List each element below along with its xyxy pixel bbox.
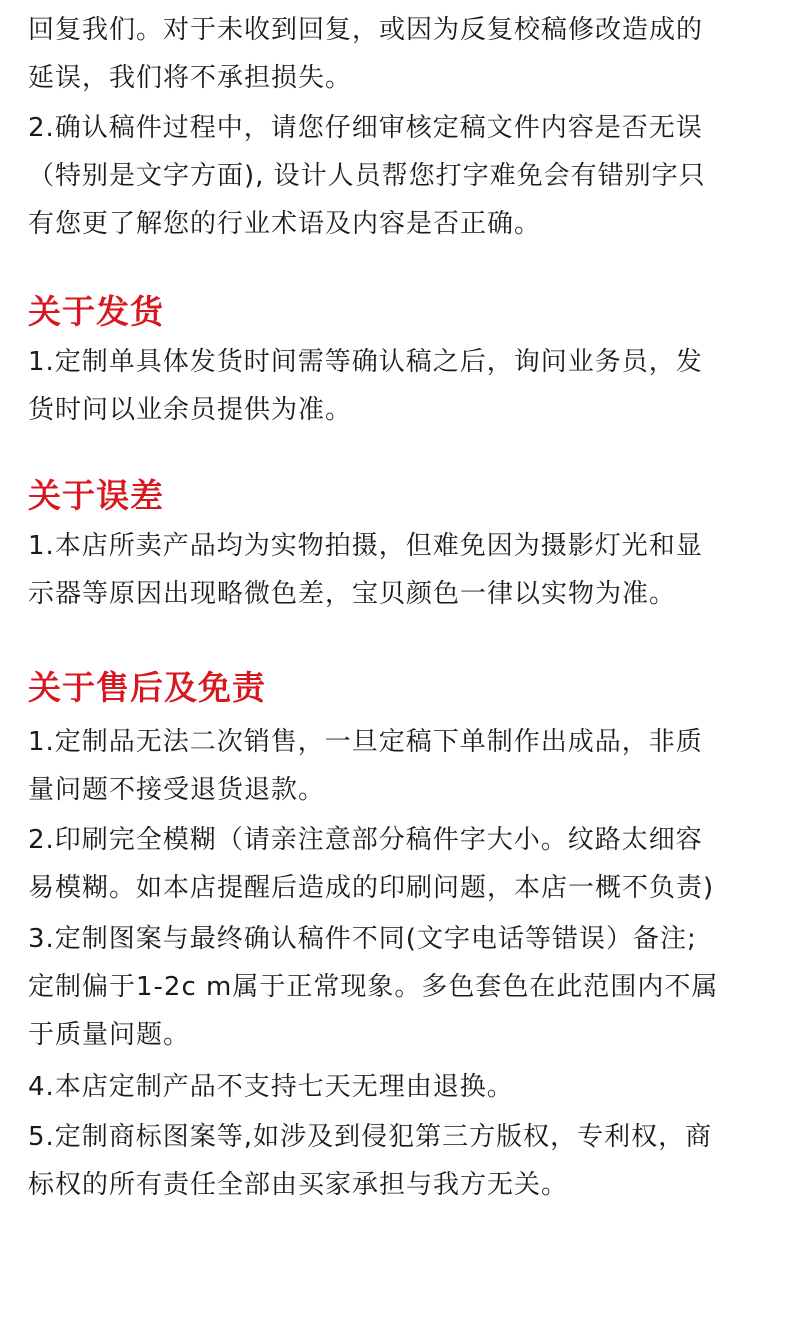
intro-section bbox=[28, 6, 773, 248]
shipping-section bbox=[28, 286, 773, 434]
deviation-line: 示器等原因出现略微色差，宝贝颜色一律以实物为准。 bbox=[28, 579, 677, 609]
aftersale-section bbox=[28, 662, 773, 1209]
intro-line: 延误，我们将不承担损失。 bbox=[28, 63, 353, 93]
shipping-line: 货时问以业余员提供为准。 bbox=[28, 395, 353, 425]
intro-line: 回复我们。对于未收到回复，或因为反复校稿修改造成的 bbox=[28, 15, 704, 45]
aftersale-heading: 关于售后及免责 bbox=[28, 668, 266, 707]
intro-line: 2.确认稿件过程中，请您仔细审核定稿文件内容是否无误 bbox=[28, 113, 703, 143]
aftersale-line: 易模糊。如本店提醒后造成的印刷问题，本店一概不负责) bbox=[28, 873, 715, 903]
aftersale-line: 标权的所有责任全部由买家承担与我方无关。 bbox=[28, 1170, 569, 1200]
shipping-line: 1.定制单具体发货时间需等确认稿之后，询问业务员，发 bbox=[28, 347, 703, 377]
aftersale-line: 于质量问题。 bbox=[28, 1020, 191, 1050]
aftersale-line: 量问题不接受退货退款。 bbox=[28, 775, 326, 805]
deviation-section bbox=[28, 470, 773, 618]
aftersale-line: 1.定制品无法二次销售，一旦定稿下单制作出成品，非质 bbox=[28, 727, 703, 757]
intro-line: （特别是文字方面), 设计人员帮您打字难免会有错别字只 bbox=[28, 161, 706, 191]
aftersale-line: 2.印刷完全模糊（请亲注意部分稿件字大小。纹路太细容 bbox=[28, 825, 703, 855]
aftersale-line: 3.定制图案与最终确认稿件不同(文字电话等错误）备注; bbox=[28, 924, 697, 954]
aftersale-line: 定制偏于1-2c m属于正常现象。多色套色在此范围内不属 bbox=[28, 972, 719, 1002]
deviation-line: 1.本店所卖产品均为实物拍摄，但难免因为摄影灯光和显 bbox=[28, 531, 703, 561]
intro-line: 有您更了解您的行业术语及内容是否正确。 bbox=[28, 209, 542, 239]
aftersale-line: 4.本店定制产品不支持七天无理由退换。 bbox=[28, 1072, 514, 1102]
aftersale-line: 5.定制商标图案等,如涉及到侵犯第三方版权，专利权，商 bbox=[28, 1122, 713, 1152]
deviation-heading: 关于误差 bbox=[28, 476, 164, 515]
shipping-heading: 关于发货 bbox=[28, 292, 164, 331]
